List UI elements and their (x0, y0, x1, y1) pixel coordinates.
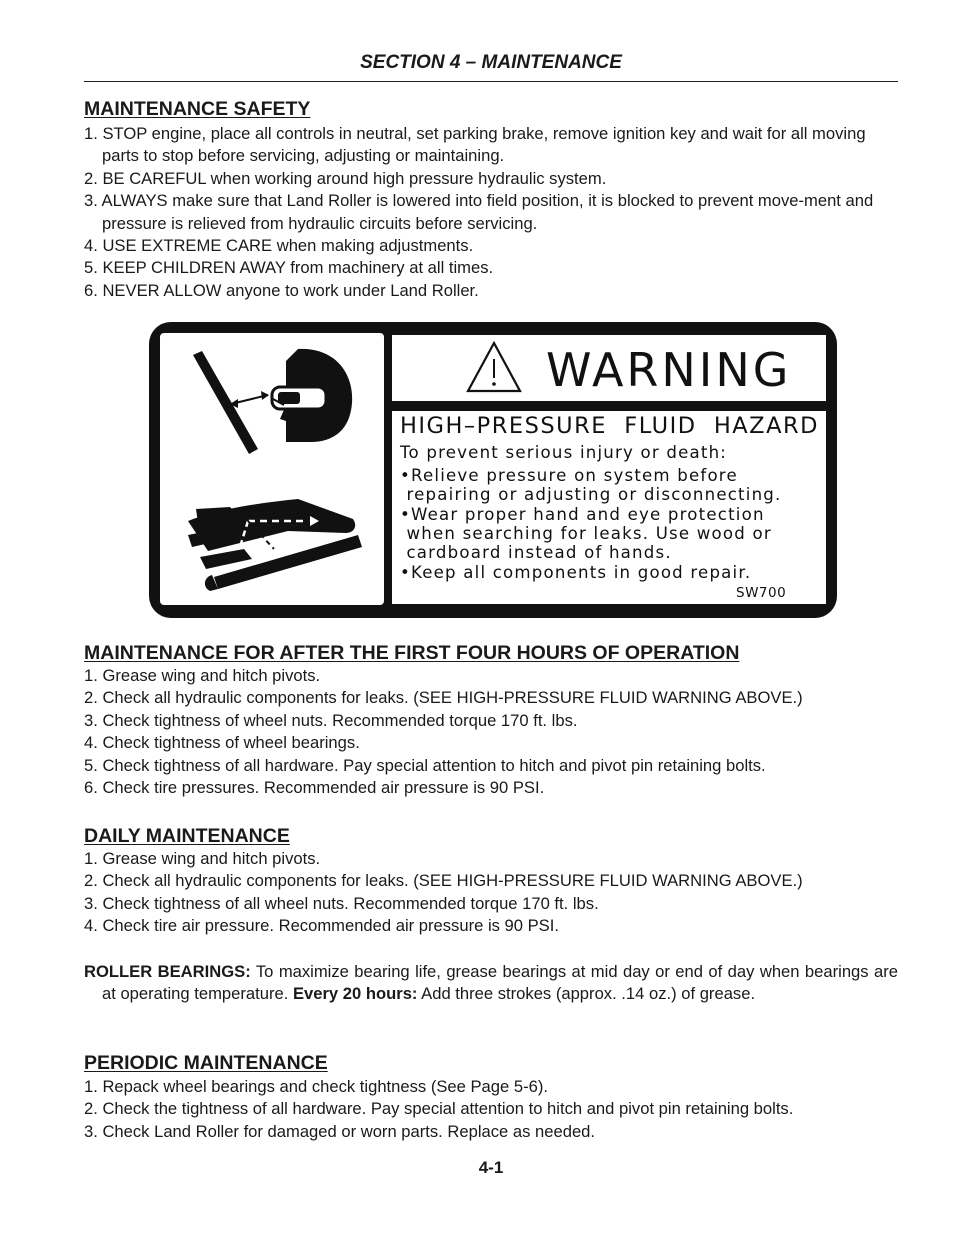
roller-bearings-label: ROLLER BEARINGS: (84, 962, 251, 981)
hazard-line: •Keep all components in good repair. (400, 563, 752, 582)
list-item: 1. Grease wing and hitch pivots. (84, 849, 321, 868)
list-item: 4. Check tightness of wheel bearings. (84, 733, 360, 753)
every-20-hours-label: Every 20 hours: (292, 984, 418, 1004)
list-item: 6. NEVER ALLOW anyone to work under Land Roller. (84, 280, 479, 300)
list-item: 6. Check tire pressures. Recommended air pressure is 90 PSI. (84, 778, 545, 798)
roller-bearings-paragraph (84, 961, 898, 1006)
hazard-line: repairing or adjusting or disconnecting. (400, 485, 782, 504)
section-header: SECTION 4 – MAINTENANCE (360, 52, 622, 73)
list-item: 5. Check tightness of all hardware. Pay special attention to hitch and pivot pin retaining bolts. (84, 755, 766, 775)
list-item: 5. KEEP CHILDREN AWAY from machinery at all times. (84, 258, 494, 278)
signal-word: WARNING (546, 343, 792, 397)
safety-list (84, 123, 898, 302)
hazard-line: when searching for leaks. Use wood or (400, 524, 772, 543)
header-rule (84, 81, 898, 82)
heading-daily-maintenance: DAILY MAINTENANCE (84, 825, 290, 847)
list-item: 2. Check the tightness of all hardware. Pay special attention to hitch and pivot pin retaining bolts. (84, 1099, 794, 1119)
list-item: 2. BE CAREFUL when working around high pressure hydraulic system. (84, 168, 607, 188)
list-item: 4. USE EXTREME CARE when making adjustments. (84, 236, 474, 256)
hazard-line: •Relieve pressure on system before (400, 466, 738, 485)
list-item: 3. Check Land Roller for damaged or worn parts. Replace as needed. (84, 1121, 596, 1141)
hazard-line: •Wear proper hand and eye protection (400, 505, 765, 524)
list-item: 3. ALWAYS make sure that Land Roller is lowered into field position, it is blocked to prevent move-ment and pressure is relieved from hydraulic circuits before servicing. (84, 191, 874, 233)
hazard-intro: To prevent serious injury or death: (400, 443, 728, 462)
warning-decal (148, 321, 838, 619)
list-item: 1. STOP engine, place all controls in neutral, set parking brake, remove ignition key and wait for all moving parts to stop before servicing, adjusting or maintaining. (84, 124, 866, 166)
hazard-line: cardboard instead of hands. (400, 543, 672, 562)
hazard-title: HIGH–PRESSURE FLUID HAZARD (400, 413, 819, 439)
every-20-hours-text: Add three strokes (approx. .14 oz.) of grease. (417, 984, 756, 1004)
list-item: 1. Repack wheel bearings and check tightness (See Page 5-6). (84, 1077, 548, 1096)
first-four-list (84, 665, 898, 799)
roller-bearings-text: To maximize bearing life, grease bearings at mid day or end of day when bearings are at operating temperature. (102, 962, 898, 1004)
decal-code: SW700 (736, 585, 787, 601)
list-item: 2. Check all hydraulic components for leaks. (SEE HIGH-PRESSURE FLUID WARNING ABOVE.) (84, 688, 803, 708)
periodic-list (84, 1076, 898, 1143)
daily-list (84, 848, 898, 938)
heading-maintenance-safety: MAINTENANCE SAFETY (84, 98, 311, 120)
list-item: 1. Grease wing and hitch pivots. (84, 666, 321, 685)
list-item: 4. Check tire air pressure. Recommended air pressure is 90 PSI. (84, 916, 559, 936)
heading-first-four-hours: MAINTENANCE FOR AFTER THE FIRST FOUR HOURS OF OPERATION (84, 642, 740, 664)
heading-periodic-maintenance: PERIODIC MAINTENANCE (84, 1052, 328, 1074)
list-item: 2. Check all hydraulic components for leaks. (SEE HIGH-PRESSURE FLUID WARNING ABOVE.) (84, 871, 803, 891)
page-number: 4-1 (478, 1158, 504, 1177)
list-item: 3. Check tightness of wheel nuts. Recommended torque 170 ft. lbs. (84, 710, 578, 730)
list-item: 3. Check tightness of all wheel nuts. Recommended torque 170 ft. lbs. (84, 893, 599, 913)
